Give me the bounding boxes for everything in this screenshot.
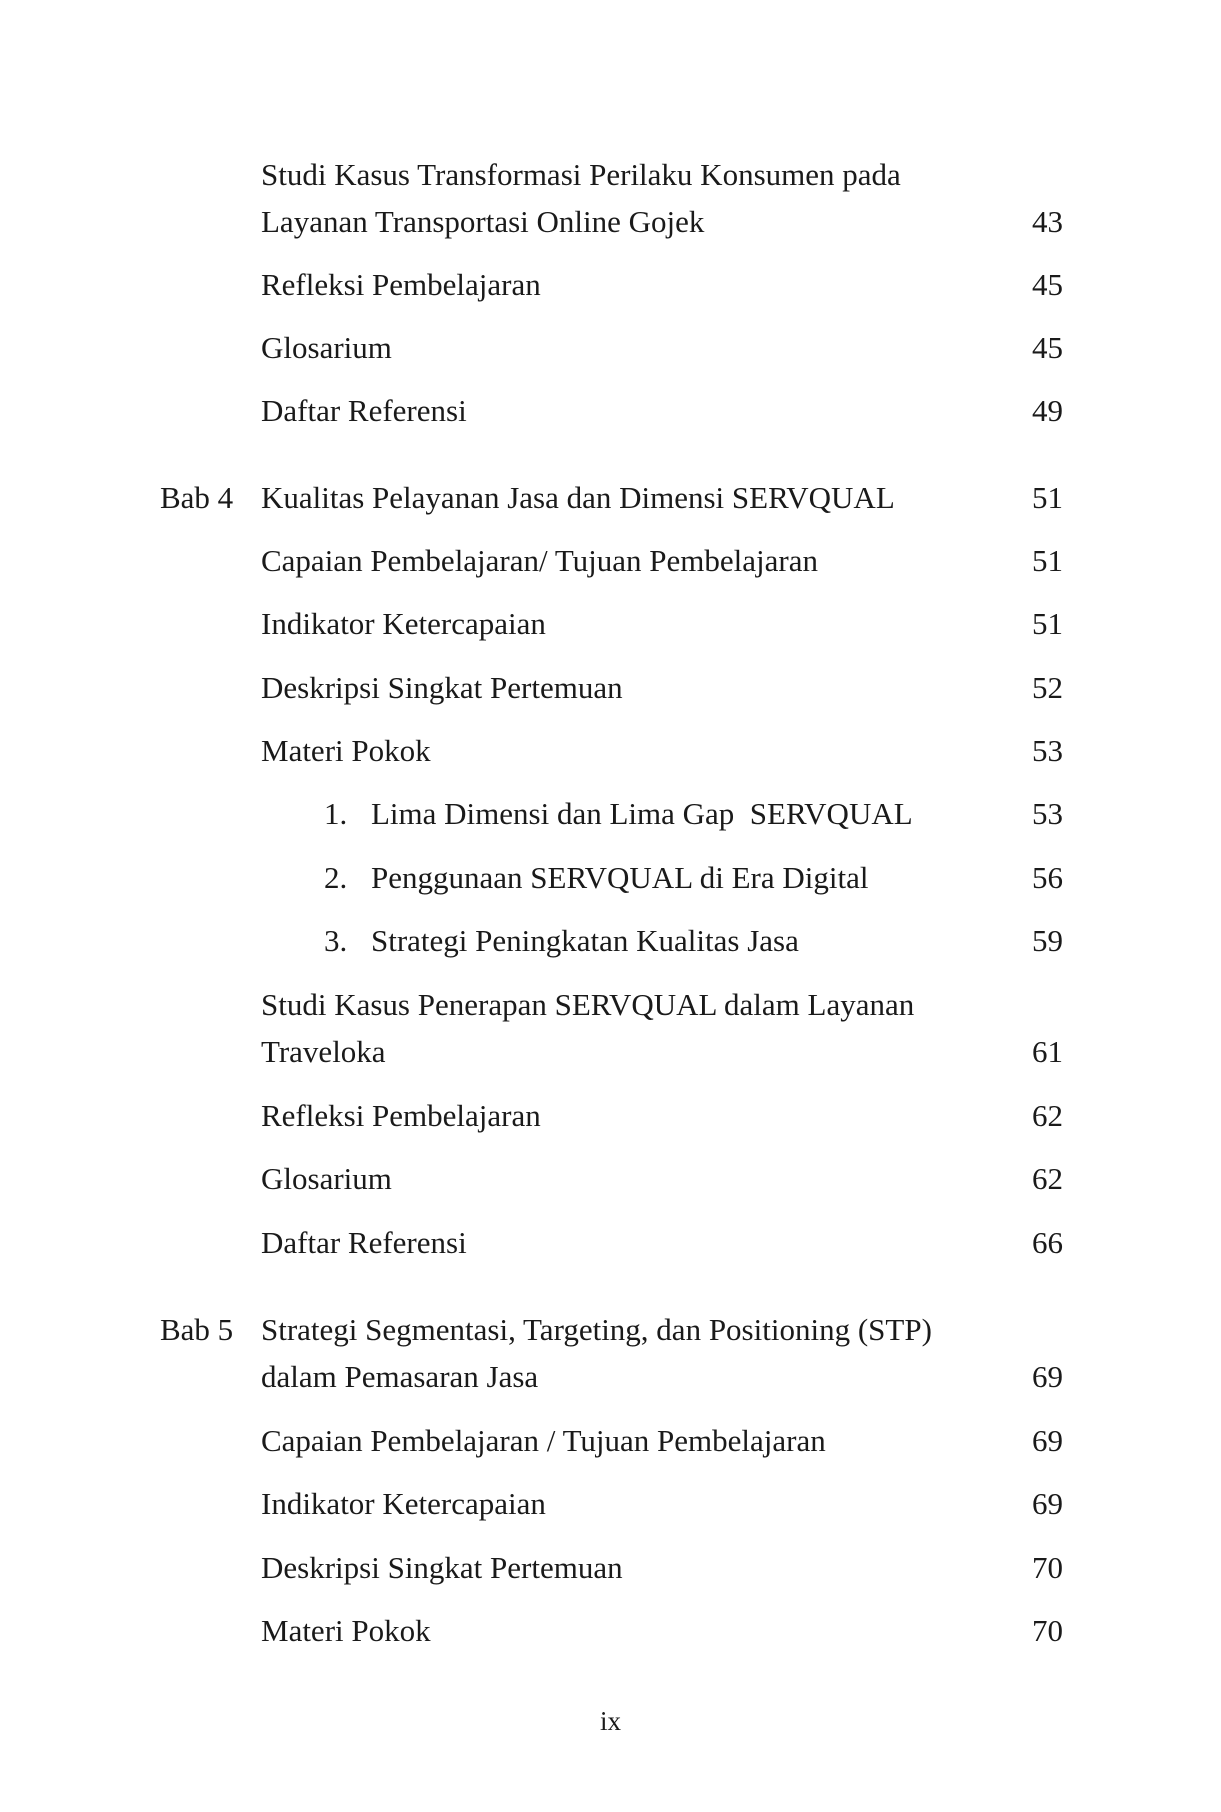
toc-subentry-number: 2. xyxy=(324,860,348,895)
toc-entry-title: Daftar Referensi xyxy=(261,1225,467,1260)
toc-page-number: 49 xyxy=(1032,393,1063,428)
toc-entry-title: Glosarium xyxy=(261,1161,392,1196)
toc-entry-title: Studi Kasus Penerapan SERVQUAL dalam Layanan xyxy=(261,987,915,1022)
toc-entry-title: Materi Pokok xyxy=(261,1613,431,1648)
toc-entry-title: Deskripsi Singkat Pertemuan xyxy=(261,670,623,705)
toc-entry-title: Indikator Ketercapaian xyxy=(261,1486,546,1521)
toc-page-number: 69 xyxy=(1032,1423,1063,1458)
toc-entry-title: Studi Kasus Transformasi Perilaku Konsumen pada xyxy=(261,157,901,192)
toc-entry-title: Materi Pokok xyxy=(261,733,431,768)
toc-page-number: 53 xyxy=(1032,733,1063,768)
toc-entry-title: Traveloka xyxy=(261,1034,386,1069)
chapter-label: Bab 4 xyxy=(160,480,234,515)
toc-entry-title: Glosarium xyxy=(261,330,392,365)
toc-page-number: 70 xyxy=(1032,1550,1063,1585)
toc-subentry-number: 1. xyxy=(324,796,348,831)
toc-entry-title: Refleksi Pembelajaran xyxy=(261,267,541,302)
toc-subentry-title: Penggunaan SERVQUAL di Era Digital xyxy=(371,860,869,895)
toc-page-number: 62 xyxy=(1032,1098,1063,1133)
toc-page-number: 45 xyxy=(1032,330,1063,365)
toc-page-number: 59 xyxy=(1032,923,1063,958)
toc-page-number: 51 xyxy=(1032,543,1063,578)
toc-page-number: 62 xyxy=(1032,1161,1063,1196)
toc-page-number: 53 xyxy=(1032,796,1063,831)
toc-page-number: 56 xyxy=(1032,860,1063,895)
chapter-title: Strategi Segmentasi, Targeting, dan Positioning (STP) xyxy=(261,1312,932,1347)
toc-subentry-number: 3. xyxy=(324,923,348,958)
toc-page-number: 51 xyxy=(1032,606,1063,641)
toc-subentry-title: Strategi Peningkatan Kualitas Jasa xyxy=(371,923,799,958)
toc-page-number: 51 xyxy=(1032,480,1063,515)
toc-page-number: 61 xyxy=(1032,1034,1063,1069)
toc-page-number: 70 xyxy=(1032,1613,1063,1648)
toc-entry-title: Deskripsi Singkat Pertemuan xyxy=(261,1550,623,1585)
toc-page-number: 69 xyxy=(1032,1486,1063,1521)
toc-entry-title: Refleksi Pembelajaran xyxy=(261,1098,541,1133)
page-number-footer: ix xyxy=(599,1706,621,1736)
toc-subentry-title: Lima Dimensi dan Lima Gap SERVQUAL xyxy=(371,796,913,831)
toc-entry-title: Layanan Transportasi Online Gojek xyxy=(261,204,705,239)
toc-page-number: 66 xyxy=(1032,1225,1063,1260)
toc-entry-title: Daftar Referensi xyxy=(261,393,467,428)
toc-entry-title: Capaian Pembelajaran / Tujuan Pembelajaran xyxy=(261,1423,826,1458)
toc-page-number: 69 xyxy=(1032,1359,1063,1394)
chapter-label: Bab 5 xyxy=(160,1312,234,1347)
toc-entry-title: Capaian Pembelajaran/ Tujuan Pembelajaran xyxy=(261,543,818,578)
toc-page-number: 43 xyxy=(1032,204,1063,239)
chapter-title: Kualitas Pelayanan Jasa dan Dimensi SERVQUAL xyxy=(261,480,895,515)
chapter-title: dalam Pemasaran Jasa xyxy=(261,1359,539,1394)
toc-page-number: 52 xyxy=(1032,670,1063,705)
toc-page-number: 45 xyxy=(1032,267,1063,302)
toc-entry-title: Indikator Ketercapaian xyxy=(261,606,546,641)
